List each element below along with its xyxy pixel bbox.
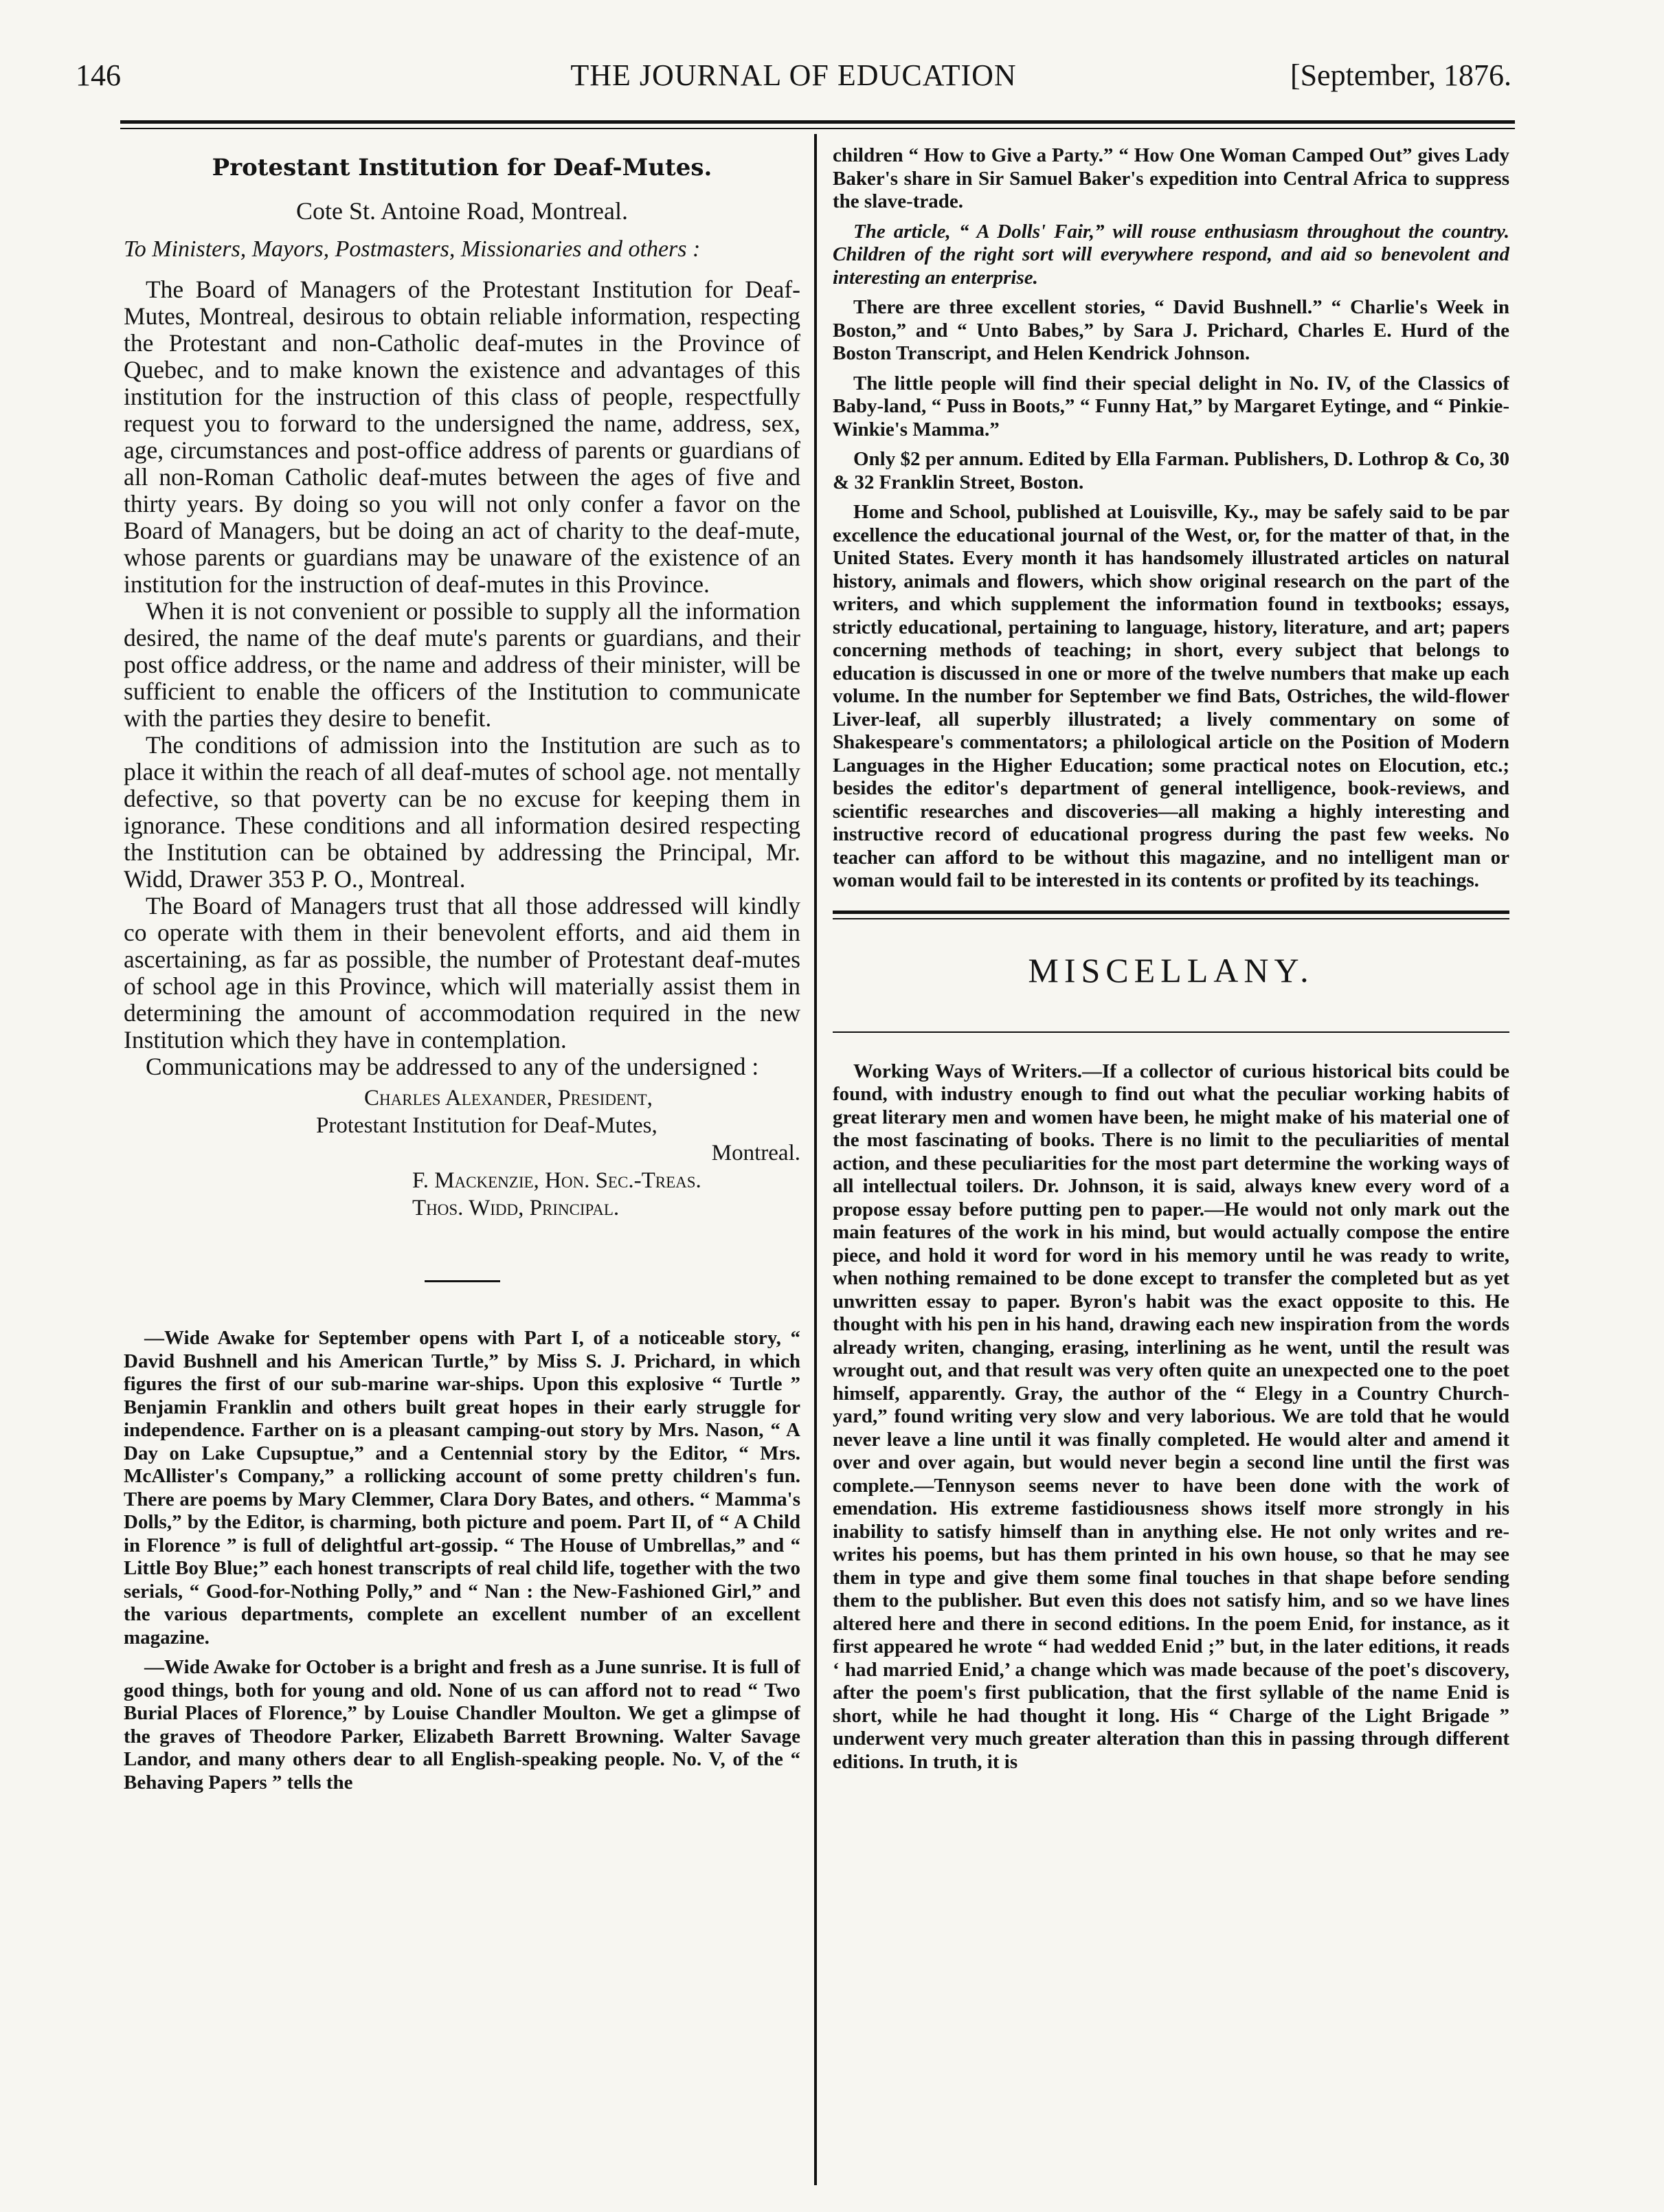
- miscellany-rule: [833, 1031, 1509, 1033]
- notice-signatures: [124, 1084, 800, 1222]
- miscellany-title: MISCELLANY.: [1028, 950, 1314, 990]
- notice-address: Cote St. Antoine Road, Montreal.: [296, 197, 628, 225]
- left-column: [124, 144, 800, 2171]
- review-paragraph: There are three excellent stories, “ David Bushnell.” “ Charlie's Week in Boston,” and “ Unto Babes,” by Sara J. Prichard, Charles E. Hurd of the Boston Transcript, and Helen Kendrick Johnson.: [833, 296, 1509, 364]
- signature-line: Montreal.: [711, 1141, 800, 1165]
- notice-heading: Protestant Institution for Deaf-Mutes.: [212, 154, 712, 181]
- notice-paragraph: When it is not convenient or possible to supply all the information desired, the name of the deaf mute's parents or guardians, and their post office address, or the name and address of their minister, will be sufficient to enable the officers of the Institution to communicate with the parties they desire to benefit.: [124, 597, 800, 732]
- signature-line: F. Mackenzie, Hon. Sec.-Treas.: [412, 1168, 701, 1193]
- miscellany-paragraph: Working Ways of Writers.—If a collector of curious historical bits could be found, with industry enough to find out what the peculiar working habits of great literary men and women have been, he might make of his material one of the most fascinating of books. There is no limit to the peculiarities of mental action, and these peculiarities for the most part determine the working ways of all intellectual toilers. Dr. Johnson, it is said, always knew every word of a propose essay before putting pen to paper.—He would not only mark out the main features of the work in his mind, but would actually compose the entire piece, and hold it word for word in his memory until he was ready to write, when nothing remained to be done except to transfer the completed but as yet unwritten essay to paper. Byron's habit was the exact opposite to this. He thought with his pen in his hand, drawing each new inspiration from the words already writen, changing, erasing, interlining as he went, until the result was wrought out, and that result was very often quite an unexpected one to the poet himself, apparently. Gray, the author of the “ Elegy in a Country Church-yard,” found writing very slow and very laborious. We are told that he would never leave a line until it was finally completed. He would alter and amend it over and over again, but would never begin a second line until the first was complete.—Tennyson seems never to have been done with the work of emendation. His extreme fastidiousness shows itself more strongly in his inability to satisfy himself than in anything else. He not only writes and re-writes his poems, but has them printed in his own house, so that he may see them in type and give them some final touches in that shape before sending them to the publisher. But even this does not satisfy him, and so we have lines altered here and there in second editions. In the poem Enid, for instance, as it first appeared he wrote “ had wedded Enid ;” but, in the later editions, it reads ‘ had married Enid,’ a change which was made because of the poet's discovery, after the poem's first publication, that the first syllable of the name Enid is short, while he had thought it long. His “ Charge of the Light Brigade ” underwent very much greater alteration than this in passing through different editions. In truth, it is: [833, 1060, 1509, 1773]
- review-paragraph: children “ How to Give a Party.” “ How One Woman Camped Out” gives Lady Baker's share in Sir Samuel Baker's expedition into Central Africa to suppress the slave-trade.: [833, 144, 1509, 212]
- page-number: 146: [76, 58, 121, 92]
- review-paragraph: Only $2 per annum. Edited by Ella Farman. Publishers, D. Lothrop & Co, 30 & 32 Franklin Street, Boston.: [833, 448, 1509, 493]
- deaf-mutes-notice: [124, 154, 800, 1222]
- column-divider: [814, 134, 817, 2185]
- header-rule-thin: [120, 128, 1515, 129]
- miscellany-article: [833, 1060, 1509, 1774]
- review-paragraph: Home and School, published at Louisville, Ky., may be safely said to be par excellence the educational journal of the West, or, for the matter of that, in the United States. Every month it has handsomely illustrated articles on natural history, animals and flowers, which show original research on the part of the writers, and which supplement the information found in textbooks; essays, strictly educational, pertaining to language, history, literature, and art; papers concerning methods of teaching; in short, every subject that belongs to education is discussed in one or more of the twelve numbers that make up each volume. In the number for September we find Bats, Ostriches, the wild-flower Liver-leaf, all superbly illustrated; a lively commentary on some of Shakespeare's commentators; a philological article on the Position of Modern Languages in the Higher Education; some practical notes on Elocution, etc.; besides the editor's department of general intelligence, book-reviews, and scientific researches and discoveries—all making a highly interesting and instructive record of educational progress during the past few weeks. No teacher can afford to be without this magazine, and no intelligent man or woman would fail to be interested in its contents or profited by its teachings.: [833, 501, 1509, 891]
- review-paragraph: —Wide Awake for October is a bright and fresh as a June sunrise. It is full of good things, both for young and old. None of us can afford not to read “ Two Burial Places of Florence,” by Louise Chandler Moulton. We get a glimpse of the graves of Theodore Parker, Elizabeth Barrett Browning. Walter Savage Landor, and many others dear to all English-speaking people. No. V, of the “ Behaving Papers ” tells the: [124, 1656, 800, 1794]
- signature-line: Charles Alexander, President,: [364, 1086, 653, 1110]
- review-paragraph: The article, “ A Dolls' Fair,” will rouse enthusiasm throughout the country. Children of the right sort will everywhere respond, and aid so benevolent and interesting an enterprise.: [833, 220, 1509, 289]
- header-rule-thick: [120, 120, 1515, 124]
- notice-paragraph: The Board of Managers trust that all those addressed will kindly co operate with them in their benevolent efforts, and aid them in ascertaining, as far as possible, the number of Protestant deaf-mutes of school age in this Province, which will materially assist them in determining the amount of accommodation required in the new Institution which they have in contemplation.: [124, 892, 800, 1053]
- page-header: [76, 48, 1511, 103]
- issue-date: [September, 1876.: [1290, 58, 1511, 92]
- section-separator: [425, 1280, 500, 1282]
- wide-awake-reviews: [124, 1327, 800, 1794]
- magazine-reviews: [833, 144, 1509, 893]
- notice-paragraph: The Board of Managers of the Protestant Institution for Deaf-Mutes, Montreal, desirous to obtain reliable information, respecting the Protestant and non-Catholic deaf-mutes in the Province of Quebec, and to make known the existence and advantages of this institution for the instruction of this class of people, respectfully request you to forward to the undersigned the name, address, sex, age, circumstances and post-office address of parents or guardians of all non-Roman Catholic deaf-mutes between the ages of five and thirty years. By doing so you will not only confer a favor on the Board of Managers, but be doing an act of charity to the deaf-mute, whose parents or guardians may be unaware of the existence of an institution for the instruction of deaf-mutes in this Province.: [124, 276, 800, 598]
- signature-line: Protestant Institution for Deaf-Mutes,: [316, 1113, 657, 1138]
- review-paragraph: The little people will find their special delight in No. IV, of the Classics of Baby-land, “ Puss in Boots,” “ Funny Hat,” by Margaret Eytinge, and “ Pinkie-Winkie's Mamma.”: [833, 372, 1509, 440]
- notice-paragraph: Communications may be addressed to any of the undersigned :: [146, 1053, 759, 1080]
- notice-paragraph: The conditions of admission into the Institution are such as to place it within the reach of all deaf-mutes of school age. not mentally defective, so that poverty can be no excuse for keeping them in ignorance. These conditions and all information desired respecting the Institution can be obtained by addressing the Principal, Mr. Widd, Drawer 353 P. O., Montreal.: [124, 731, 800, 893]
- signature-line: Thos. Widd, Principal.: [412, 1196, 620, 1220]
- notice-salutation: To Ministers, Mayors, Postmasters, Missionaries and others :: [124, 236, 701, 262]
- section-double-rule: [833, 911, 1509, 923]
- right-column: [833, 144, 1509, 2171]
- review-paragraph: —Wide Awake for September opens with Part I, of a noticeable story, “ David Bushnell and his American Turtle,” by Miss S. J. Prichard, in which figures the first of our sub-marine war-ships. Upon this explosive “ Turtle ” Benjamin Franklin and others built great hopes in their early struggle for independence. Farther on is a pleasant camping-out story by Mrs. Nason, “ A Day on Lake Cupsuptue,” and a Centennial story by the Editor, “ Mrs. McAllister's Company,” a rollicking account of some pretty children's fun. There are poems by Mary Clemmer, Clara Dory Bates, and others. “ Mamma's Dolls,” by the Editor, is charming, both picture and poem. Part II, of “ A Child in Florence ” is full of delightful art-gossip. “ The House of Umbrellas,” and “ Little Boy Blue;” each honest transcripts of real child life, together with the two serials, “ Good-for-Nothing Polly,” and “ Nan : the New-Fashioned Girl,” and the various departments, complete an excellent number of an excellent magazine.: [124, 1327, 800, 1649]
- journal-title: THE JOURNAL OF EDUCATION: [570, 58, 1017, 92]
